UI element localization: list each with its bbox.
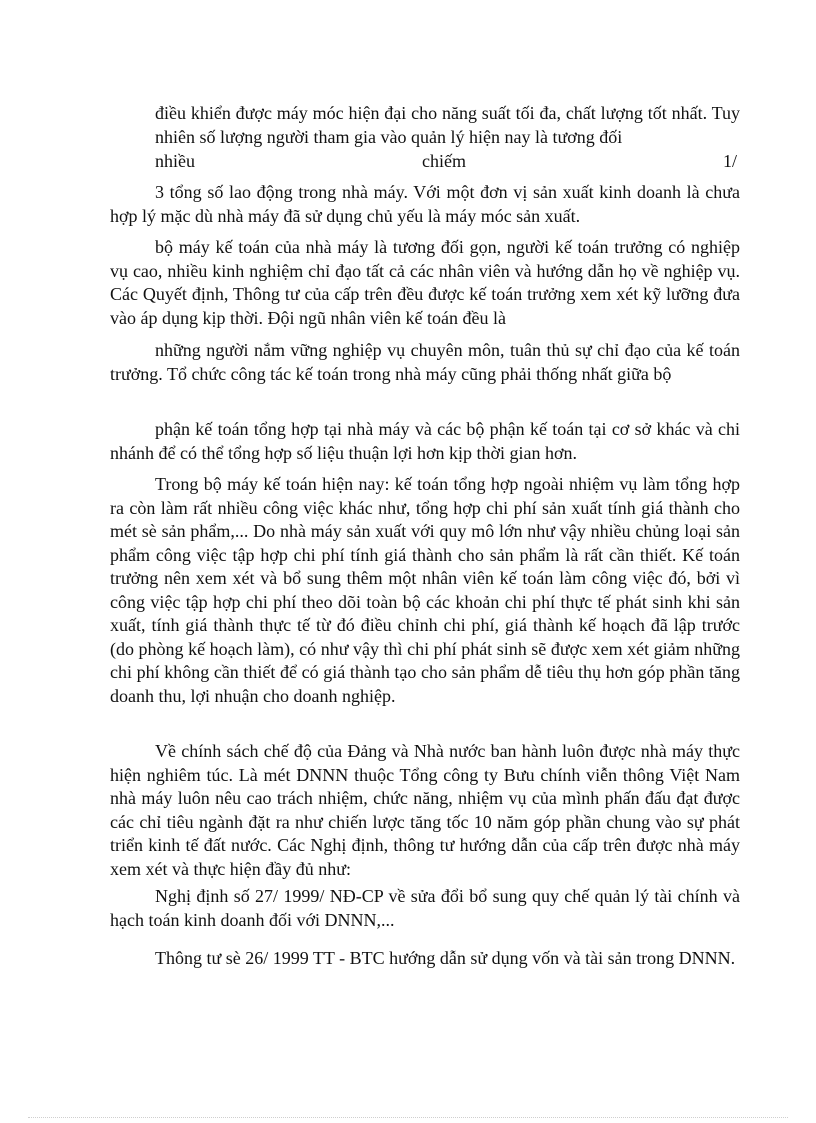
word-chiem: chiếm bbox=[422, 151, 466, 171]
word-nhieu: nhiều bbox=[155, 151, 195, 171]
paragraph-7: Về chính sách chế độ của Đảng và Nhà nước ban hành luôn được nhà máy thực hiện nghiêm túc. Là mét DNNN thuộc Tổng công ty Bưu chính viễn thông Việt Nam nhà máy luôn nêu cao trách nhiệm, chức năng, nhiệm vụ của mình phấn đấu đạt được các chỉ tiêu ngành đặt ra như chiến lược tăng tốc 10 năm góp phần chung vào sự phát triển kinh tế đất nước. Các Nghị định, thông tư hướng dẫn của cấp trên được nhà máy xem xét và thực hiện đầy đủ như: bbox=[110, 741, 740, 879]
paragraph-8: Nghị định số 27/ 1999/ NĐ-CP về sửa đổi bổ sung quy chế quản lý tài chính và hạch toán kinh doanh đối với DNNN,... bbox=[110, 886, 740, 930]
paragraph-3: bộ máy kế toán của nhà máy là tương đối gọn, người kế toán trưởng có nghiệp vụ cao, nhiều kinh nghiệm chỉ đạo tất cả các nhân viên và hướng dẫn họ về nghiệp vụ. Các Quyết định, Thông tư của cấp trên đều được kế toán trưởng xem xét kỹ lưỡng đưa vào áp dụng kịp thời. Đội ngũ nhân viên kế toán đều là bbox=[110, 237, 740, 328]
paragraph-6: Trong bộ máy kế toán hiện nay: kế toán tổng hợp ngoài nhiệm vụ làm tổng hợp ra còn làm rất nhiều công việc khác như, tổng hợp chi phí sản xuất tính giá thành cho mét sè sản phẩm,... Do nhà máy sản xuất với quy mô lớn như vậy nhiều chủng loại sản phẩm công việc tập hợp chi phí tính giá thành cho sản phẩm là rất cần thiết. Kế toán trưởng nên xem xét và bổ sung thêm một nhân viên kế toán làm công việc đó, bởi vì công việc tập hợp chi phí theo dõi toàn bộ các khoản chi phí thực tế phát sinh khi sản xuất, tính giá thành thực tế từ đó điều chỉnh chi phí, giá thành kế hoạch đã lập trước (do phòng kế hoạch làm), có như vậy thì chi phí phát sinh sẽ được xem xét giảm những chi phí không cần thiết để có giá thành tạo cho sản phẩm dễ tiêu thụ hơn góp phần tăng doanh thu, lợi nhuận cho doanh nghiệp. bbox=[110, 474, 740, 706]
page-bottom-divider bbox=[28, 1117, 788, 1118]
paragraph-1: điều khiển được máy móc hiện đại cho năng suất tối đa, chất lượng tốt nhất. Tuy nhiên số lượng người tham gia vào quản lý hiện nay là tương đối bbox=[155, 103, 740, 147]
paragraph-1-last-line bbox=[155, 150, 740, 174]
word-fraction: 1/ bbox=[723, 151, 738, 171]
paragraph-2: 3 tổng số lao động trong nhà máy. Với một đơn vị sản xuất kinh doanh là chưa hợp lý mặc dù nhà máy đã sử dụng chủ yếu là máy móc sản xuất. bbox=[110, 182, 740, 226]
paragraph-4: những người nắm vững nghiệp vụ chuyên môn, tuân thủ sự chỉ đạo của kế toán trưởng. Tổ chức công tác kế toán trong nhà máy cũng phải thống nhất giữa bộ bbox=[110, 340, 740, 384]
paragraph-9: Thông tư sè 26/ 1999 TT - BTC hướng dẫn sử dụng vốn và tài sản trong DNNN. bbox=[155, 948, 736, 968]
paragraph-5: phận kế toán tổng hợp tại nhà máy và các bộ phận kế toán tại cơ sở khác và chi nhánh để có thể tổng hợp số liệu thuận lợi hơn kịp thời gian hơn. bbox=[110, 419, 740, 463]
